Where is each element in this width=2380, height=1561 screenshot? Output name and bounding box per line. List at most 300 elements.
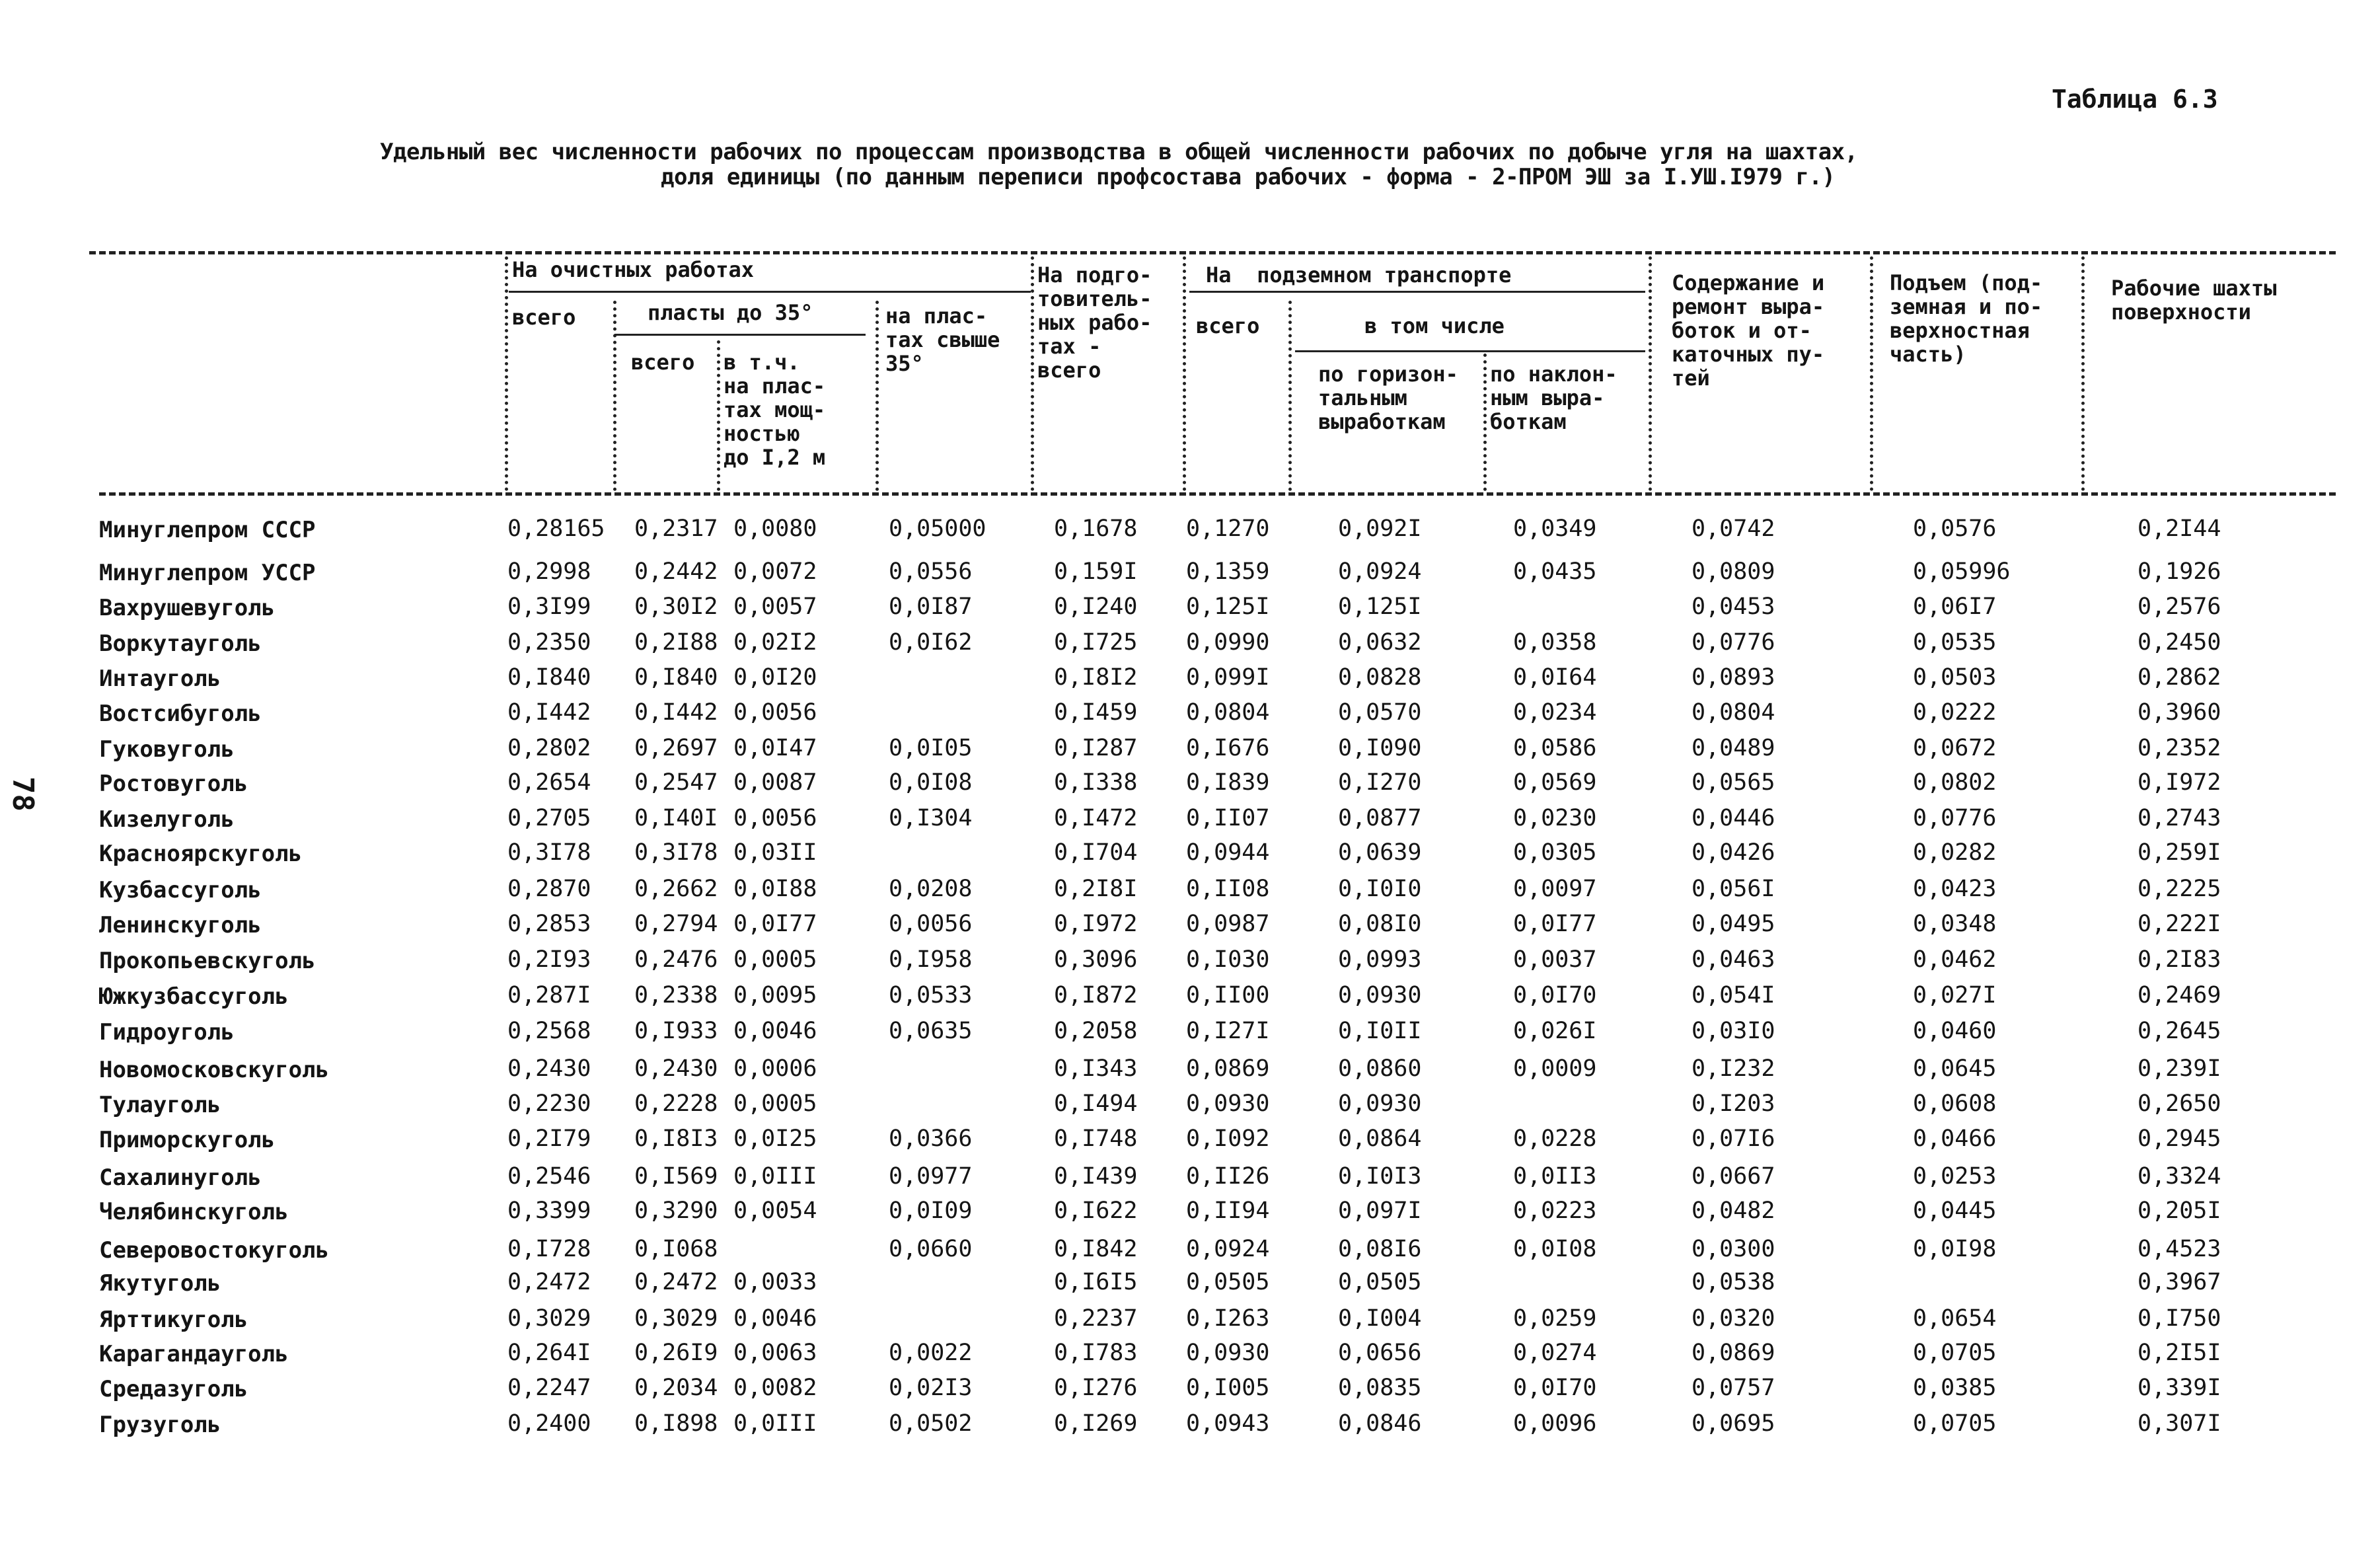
table-cell-c11: 0,2352 (2138, 735, 2221, 761)
table-cell-c7: 0,08I0 (1338, 911, 1422, 937)
table-cell-c6: 0,1270 (1186, 515, 1270, 542)
table-cell-c1: 0,2247 (507, 1375, 591, 1401)
table-cell-c7: 0,0930 (1338, 982, 1422, 1009)
table-cell-c2: 0,3029 (634, 1305, 718, 1332)
table-cell-c7: 0,0860 (1338, 1055, 1422, 1082)
header-horizontal: по горизон- тальным выработкам (1318, 362, 1458, 434)
table-cell-c3: 0,0I20 (733, 664, 817, 691)
table-cell-c11: 0,3960 (2138, 699, 2221, 726)
table-cell-c8: 0,0435 (1513, 558, 1597, 585)
table-cell-c8: 0,0I08 (1513, 1236, 1597, 1262)
table-cell-c11: 0,3967 (2138, 1269, 2221, 1295)
row-label: Воркутауголь (99, 630, 262, 657)
row-label: Красноярскуголь (99, 841, 303, 867)
table-cell-c1: 0,2705 (507, 805, 591, 831)
table-cell-c8: 0,0569 (1513, 769, 1597, 796)
row-label: Якутуголь (99, 1270, 221, 1297)
table-cell-c6: 0,099I (1186, 664, 1270, 691)
table-cell-c10: 0,0672 (1913, 735, 1997, 761)
table-cell-c6: 0,0944 (1186, 839, 1270, 866)
table-cell-c10: 0,05996 (1913, 558, 2011, 585)
table-cell-c5: 0,I704 (1054, 839, 1138, 866)
header-preparatory: На подго- товитель- ных рабо- тах - всего (1037, 262, 1152, 383)
header-transport-incl: в том числе (1364, 313, 1505, 338)
table-cell-c11: 0,1926 (2138, 558, 2221, 585)
table-cell-c1: 0,2568 (507, 1018, 591, 1044)
table-cell-c2: 0,2794 (634, 911, 718, 937)
table-cell-c2: 0,I569 (634, 1163, 718, 1190)
table-cell-c2: 0,2476 (634, 946, 718, 973)
table-cell-c5: 0,159I (1054, 558, 1138, 585)
table-cell-c11: 0,2576 (2138, 593, 2221, 620)
table-cell-c5: 0,I872 (1054, 982, 1138, 1009)
table-cell-c5: 0,I287 (1054, 735, 1138, 761)
table-cell-c7: 0,I0I0 (1338, 876, 1422, 902)
table-cell-c11: 0,2450 (2138, 629, 2221, 656)
table-cell-c4: 0,0056 (889, 911, 973, 937)
table-cell-c8: 0,0349 (1513, 515, 1597, 542)
row-label: Гуковуголь (99, 736, 235, 763)
table-cell-c5: 0,I972 (1054, 911, 1138, 937)
header-seams-to-35: пласты до 35° (648, 300, 813, 325)
table-cell-c1: 0,2853 (507, 911, 591, 937)
table-cell-c2: 0,I933 (634, 1018, 718, 1044)
table-cell-c5: 0,2I8I (1054, 876, 1138, 902)
row-label: Прокопьевскуголь (99, 948, 316, 974)
table-cell-c4: 0,0022 (889, 1340, 973, 1366)
table-cell-c10: 0,0348 (1913, 911, 1997, 937)
table-cell-c10: 0,0705 (1913, 1340, 1997, 1366)
table-cell-c3: 0,0080 (733, 515, 817, 542)
page-number: 78 (6, 777, 40, 812)
table-cell-c2: 0,2472 (634, 1269, 718, 1295)
table-cell-c5: 0,1678 (1054, 515, 1138, 542)
table-cell-c8: 0,0305 (1513, 839, 1597, 866)
table-cell-c8: 0,0037 (1513, 946, 1597, 973)
table-cell-c8: 0,0I77 (1513, 911, 1597, 937)
table-cell-c7: 0,I0I3 (1338, 1163, 1422, 1190)
table-cell-c3: 0,0I88 (733, 876, 817, 902)
table-cell-c10: 0,0705 (1913, 1410, 1997, 1437)
table-cell-c5: 0,I783 (1054, 1340, 1138, 1366)
header-maintenance: Содержание и ремонт выра- боток и от- каточных пу- тей (1672, 270, 1825, 391)
table-cell-c1: 0,3029 (507, 1305, 591, 1332)
table-cell-c7: 0,08I6 (1338, 1236, 1422, 1262)
table-cell-c1: 0,2I93 (507, 946, 591, 973)
table-cell-c6: 0,0990 (1186, 629, 1270, 656)
table-cell-c6: 0,I030 (1186, 946, 1270, 973)
row-label: Грузуголь (99, 1412, 221, 1438)
row-label: Ростовуголь (99, 771, 248, 797)
table-cell-c5: 0,I725 (1054, 629, 1138, 656)
table-cell-c3: 0,0054 (733, 1198, 817, 1224)
table-cell-c11: 0,307I (2138, 1410, 2221, 1437)
table-cell-c11: 0,I972 (2138, 769, 2221, 796)
table-cell-c1: 0,I442 (507, 699, 591, 726)
table-cell-c5: 0,I240 (1054, 593, 1138, 620)
table-cell-c11: 0,2650 (2138, 1090, 2221, 1117)
table-cell-c10: 0,0576 (1913, 515, 1997, 542)
sep-5 (1031, 256, 1034, 491)
table-cell-c7: 0,0877 (1338, 805, 1422, 831)
table-cell-c3: 0,0087 (733, 769, 817, 796)
table-cell-c11: 0,205I (2138, 1198, 2221, 1224)
table-cell-c1: 0,3I99 (507, 593, 591, 620)
table-cell-c9: 0,0742 (1692, 515, 1775, 542)
table-cell-c8: 0,0228 (1513, 1125, 1597, 1152)
row-label: Средазуголь (99, 1376, 248, 1402)
table-cell-c8: 0,0234 (1513, 699, 1597, 726)
row-label: Кузбассуголь (99, 877, 262, 903)
table-cell-c3: 0,0I25 (733, 1125, 817, 1152)
sep-4 (875, 301, 879, 491)
table-cell-c6: 0,II26 (1186, 1163, 1270, 1190)
table-cell-c6: 0,0924 (1186, 1236, 1270, 1262)
header-bottom-rule (99, 492, 2336, 496)
table-cell-c6: 0,I676 (1186, 735, 1270, 761)
table-cell-c11: 0,2I83 (2138, 946, 2221, 973)
table-cell-c4: 0,0208 (889, 876, 973, 902)
table-cell-c6: 0,II94 (1186, 1198, 1270, 1224)
table-cell-c7: 0,0924 (1338, 558, 1422, 585)
row-label: Минуглепром СССР (99, 517, 316, 543)
table-cell-c3: 0,0046 (733, 1018, 817, 1044)
table-cell-c7: 0,I090 (1338, 735, 1422, 761)
table-cell-c5: 0,I6I5 (1054, 1269, 1138, 1295)
table-cell-c11: 0,2743 (2138, 805, 2221, 831)
table-cell-c9: 0,054I (1692, 982, 1775, 1009)
table-cell-c11: 0,4523 (2138, 1236, 2221, 1262)
sep-6 (1183, 256, 1186, 491)
table-cell-c11: 0,2225 (2138, 876, 2221, 902)
table-cell-c7: 0,0930 (1338, 1090, 1422, 1117)
table-cell-c10: 0,0776 (1913, 805, 1997, 831)
table-cell-c6: 0,0869 (1186, 1055, 1270, 1082)
table-cell-c8: 0,0II3 (1513, 1163, 1597, 1190)
table-cell-c1: 0,2472 (507, 1269, 591, 1295)
table-cell-c4: 0,0I05 (889, 735, 973, 761)
table-cell-c6: 0,1359 (1186, 558, 1270, 585)
table-cell-c9: 0,0482 (1692, 1198, 1775, 1224)
table-cell-c5: 0,I748 (1054, 1125, 1138, 1152)
table-cell-c6: 0,II00 (1186, 982, 1270, 1009)
table-cell-c3: 0,0005 (733, 1090, 817, 1117)
table-cell-c8: 0,0586 (1513, 735, 1597, 761)
table-cell-c7: 0,0993 (1338, 946, 1422, 973)
table-cell-c7: 0,092I (1338, 515, 1422, 542)
table-cell-c10: 0,0222 (1913, 699, 1997, 726)
table-cell-c2: 0,I898 (634, 1410, 718, 1437)
table-cell-c2: 0,2338 (634, 982, 718, 1009)
table-cell-c2: 0,3290 (634, 1198, 718, 1224)
table-cell-c1: 0,3I78 (507, 839, 591, 866)
table-cell-c9: 0,0463 (1692, 946, 1775, 973)
row-label: Приморскуголь (99, 1127, 276, 1153)
header-cleaning-total: всего (512, 305, 576, 330)
row-label: Челябинскуголь (99, 1199, 289, 1225)
table-cell-c3: 0,0057 (733, 593, 817, 620)
row-label: Южкузбассуголь (99, 983, 289, 1010)
table-cell-c9: 0,0804 (1692, 699, 1775, 726)
table-cell-c4: 0,0I09 (889, 1198, 973, 1224)
table-cell-c2: 0,3I78 (634, 839, 718, 866)
table-cell-c9: 0,I203 (1692, 1090, 1775, 1117)
table-cell-c1: 0,2430 (507, 1055, 591, 1082)
table-cell-c10: 0,0282 (1913, 839, 1997, 866)
table-cell-c2: 0,2228 (634, 1090, 718, 1117)
header-transport-total: всего (1196, 313, 1260, 338)
table-cell-c8: 0,0259 (1513, 1305, 1597, 1332)
table-cell-c9: 0,07I6 (1692, 1125, 1775, 1152)
table-cell-c8: 0,0096 (1513, 1410, 1597, 1437)
table-cell-c4: 0,0I08 (889, 769, 973, 796)
table-cell-c10: 0,0466 (1913, 1125, 1997, 1152)
table-cell-c4: 0,0I87 (889, 593, 973, 620)
table-cell-c3: 0,0056 (733, 699, 817, 726)
table-cell-c10: 0,0608 (1913, 1090, 1997, 1117)
table-cell-c4: 0,02I3 (889, 1375, 973, 1401)
row-label: Тулауголь (99, 1092, 221, 1118)
sep-7 (1288, 301, 1292, 491)
table-cell-c8: 0,0274 (1513, 1340, 1597, 1366)
table-cell-c2: 0,30I2 (634, 593, 718, 620)
sep-10 (1870, 256, 1873, 491)
table-cell-c3: 0,0III (733, 1410, 817, 1437)
table-cell-c5: 0,2237 (1054, 1305, 1138, 1332)
table-cell-c3: 0,0I47 (733, 735, 817, 761)
header-surface: Рабочие шахты поверхности (2111, 276, 2277, 324)
table-cell-c10: 0,0I98 (1913, 1236, 1997, 1262)
table-cell-c10: 0,0253 (1913, 1163, 1997, 1190)
table-cell-c11: 0,2469 (2138, 982, 2221, 1009)
table-cell-c7: 0,0864 (1338, 1125, 1422, 1152)
table-cell-c9: 0,0489 (1692, 735, 1775, 761)
table-cell-c1: 0,2230 (507, 1090, 591, 1117)
table-cell-c2: 0,2430 (634, 1055, 718, 1082)
table-cell-c7: 0,0570 (1338, 699, 1422, 726)
table-cell-c11: 0,2645 (2138, 1018, 2221, 1044)
table-cell-c4: 0,I958 (889, 946, 973, 973)
table-cell-c7: 0,I004 (1338, 1305, 1422, 1332)
row-label: Минуглепром УССР (99, 560, 316, 586)
table-cell-c3: 0,0006 (733, 1055, 817, 1082)
sep-1 (505, 256, 508, 491)
table-cell-c5: 0,I459 (1054, 699, 1138, 726)
table-cell-c3: 0,0005 (733, 946, 817, 973)
table-cell-c10: 0,0462 (1913, 946, 1997, 973)
table-cell-c11: 0,239I (2138, 1055, 2221, 1082)
table-cell-c8: 0,0009 (1513, 1055, 1597, 1082)
table-cell-c7: 0,0505 (1338, 1269, 1422, 1295)
table-cell-c7: 0,0835 (1338, 1375, 1422, 1401)
table-cell-c10: 0,0503 (1913, 664, 1997, 691)
table-cell-c2: 0,26I9 (634, 1340, 718, 1366)
table-cell-c1: 0,2546 (507, 1163, 591, 1190)
table-cell-c10: 0,0654 (1913, 1305, 1997, 1332)
row-label: Ленинскуголь (99, 912, 262, 938)
table-cell-c9: 0,0300 (1692, 1236, 1775, 1262)
table-cell-c2: 0,I8I3 (634, 1125, 718, 1152)
table-cell-c6: 0,I27I (1186, 1018, 1270, 1044)
table-title-line-1: Удельный вес численности рабочих по процессам производства в общей численности рабочих по добыче угля на шахтах, (380, 139, 1858, 165)
table-cell-c3: 0,03II (733, 839, 817, 866)
table-cell-c9: 0,03I0 (1692, 1018, 1775, 1044)
table-cell-c2: 0,2034 (634, 1375, 718, 1401)
table-cell-c4: 0,I304 (889, 805, 973, 831)
table-cell-c7: 0,097I (1338, 1198, 1422, 1224)
table-cell-c1: 0,264I (507, 1340, 591, 1366)
table-cell-c8: 0,0223 (1513, 1198, 1597, 1224)
header-inclined: по наклон- ным выра- боткам (1490, 362, 1618, 434)
table-cell-c9: 0,0426 (1692, 839, 1775, 866)
row-label: Гидроуголь (99, 1019, 235, 1046)
table-cell-c1: 0,28165 (507, 515, 605, 542)
table-cell-c1: 0,2I79 (507, 1125, 591, 1152)
table-cell-c9: 0,0893 (1692, 664, 1775, 691)
table-cell-c4: 0,0366 (889, 1125, 973, 1152)
table-cell-c9: 0,0809 (1692, 558, 1775, 585)
table-cell-c5: 0,I842 (1054, 1236, 1138, 1262)
row-label: Востсибуголь (99, 701, 262, 727)
table-cell-c2: 0,2442 (634, 558, 718, 585)
sep-9 (1649, 256, 1652, 491)
table-cell-c1: 0,2400 (507, 1410, 591, 1437)
table-cell-c11: 0,2862 (2138, 664, 2221, 691)
table-title-line-2: доля единицы (по данным переписи профсостава рабочих - форма - 2-ПРОМ ЭШ за I.УШ.I979 г.) (661, 164, 1836, 190)
table-cell-c8: 0,0I70 (1513, 982, 1597, 1009)
table-cell-c6: 0,0943 (1186, 1410, 1270, 1437)
row-label: Кизелуголь (99, 806, 235, 833)
table-cell-c7: 0,I270 (1338, 769, 1422, 796)
table-cell-c3: 0,0056 (733, 805, 817, 831)
table-cell-c1: 0,2350 (507, 629, 591, 656)
table-cell-c8: 0,0I64 (1513, 664, 1597, 691)
table-cell-c7: 0,125I (1338, 593, 1422, 620)
table-cell-c1: 0,3399 (507, 1198, 591, 1224)
table-cell-c10: 0,027I (1913, 982, 1997, 1009)
table-cell-c6: 0,0930 (1186, 1340, 1270, 1366)
table-cell-c6: 0,125I (1186, 593, 1270, 620)
table-cell-c9: 0,0869 (1692, 1340, 1775, 1366)
table-cell-c6: 0,0804 (1186, 699, 1270, 726)
table-cell-c1: 0,2998 (507, 558, 591, 585)
table-cell-c2: 0,I442 (634, 699, 718, 726)
table-cell-c7: 0,0656 (1338, 1340, 1422, 1366)
table-cell-c1: 0,2870 (507, 876, 591, 902)
table-cell-c9: 0,I232 (1692, 1055, 1775, 1082)
table-cell-c1: 0,2802 (507, 735, 591, 761)
table-cell-c8: 0,0I70 (1513, 1375, 1597, 1401)
header-seams-total: всего (631, 350, 695, 375)
table-cell-c3: 0,0I77 (733, 911, 817, 937)
table-cell-c9: 0,0538 (1692, 1269, 1775, 1295)
table-cell-c2: 0,I840 (634, 664, 718, 691)
rule-transport (1189, 291, 1645, 293)
sep-2 (613, 301, 616, 491)
table-cell-c3: 0,0063 (733, 1340, 817, 1366)
table-cell-c2: 0,2317 (634, 515, 718, 542)
sep-3 (717, 340, 720, 491)
table-cell-c10: 0,06I7 (1913, 593, 1997, 620)
table-cell-c6: 0,II07 (1186, 805, 1270, 831)
table-cell-c10: 0,0445 (1913, 1198, 1997, 1224)
table-cell-c2: 0,2547 (634, 769, 718, 796)
row-label: Сахалинуголь (99, 1164, 262, 1191)
table-cell-c11: 0,2I5I (2138, 1340, 2221, 1366)
table-cell-c5: 0,I439 (1054, 1163, 1138, 1190)
table-cell-c3: 0,0033 (733, 1269, 817, 1295)
table-cell-c1: 0,287I (507, 982, 591, 1009)
table-cell-c9: 0,0495 (1692, 911, 1775, 937)
table-cell-c8: 0,026I (1513, 1018, 1597, 1044)
header-top-rule (89, 251, 2336, 254)
table-cell-c5: 0,I269 (1054, 1410, 1138, 1437)
table-cell-c4: 0,0660 (889, 1236, 973, 1262)
table-cell-c10: 0,0423 (1913, 876, 1997, 902)
table-cell-c6: 0,I092 (1186, 1125, 1270, 1152)
table-cell-c1: 0,I728 (507, 1236, 591, 1262)
table-cell-c10: 0,0802 (1913, 769, 1997, 796)
row-label: Карагандауголь (99, 1341, 289, 1367)
table-cell-c3: 0,0095 (733, 982, 817, 1009)
table-cell-c7: 0,0828 (1338, 664, 1422, 691)
table-cell-c4: 0,05000 (889, 515, 986, 542)
table-cell-c11: 0,222I (2138, 911, 2221, 937)
table-cell-c2: 0,I068 (634, 1236, 718, 1262)
header-cleaning: На очистных работах (512, 257, 755, 282)
table-cell-c6: 0,0505 (1186, 1269, 1270, 1295)
table-cell-c8: 0,0358 (1513, 629, 1597, 656)
table-cell-c10: 0,0535 (1913, 629, 1997, 656)
table-cell-c9: 0,0776 (1692, 629, 1775, 656)
sep-8 (1483, 354, 1487, 491)
rule-transport-incl (1295, 350, 1645, 352)
rule-cleaning (509, 291, 1031, 293)
table-cell-c9: 0,0446 (1692, 805, 1775, 831)
table-cell-c5: 0,3096 (1054, 946, 1138, 973)
table-cell-c4: 0,0502 (889, 1410, 973, 1437)
header-thin-seams: в т.ч. на плас- тах мощ- ностью до I,2 м (724, 350, 826, 470)
table-cell-c9: 0,056I (1692, 876, 1775, 902)
table-cell-c5: 0,I338 (1054, 769, 1138, 796)
row-label: Ярттикуголь (99, 1307, 248, 1333)
table-cell-c4: 0,0977 (889, 1163, 973, 1190)
table-cell-c11: 0,2945 (2138, 1125, 2221, 1152)
table-number: Таблица 6.3 (2052, 85, 2218, 114)
row-label: Вахрушевуголь (99, 595, 276, 621)
table-cell-c10: 0,0385 (1913, 1375, 1997, 1401)
table-cell-c4: 0,0I62 (889, 629, 973, 656)
row-label: Новомосковскуголь (99, 1057, 329, 1083)
table-cell-c10: 0,0460 (1913, 1018, 1997, 1044)
table-cell-c7: 0,0639 (1338, 839, 1422, 866)
table-cell-c5: 0,2058 (1054, 1018, 1138, 1044)
table-cell-c8: 0,0097 (1513, 876, 1597, 902)
table-cell-c3: 0,0III (733, 1163, 817, 1190)
table-cell-c6: 0,II08 (1186, 876, 1270, 902)
header-transport: На подземном транспорте (1206, 262, 1512, 287)
rule-seams-to-35 (614, 334, 866, 336)
row-label: Интауголь (99, 666, 221, 692)
table-cell-c1: 0,I840 (507, 664, 591, 691)
table-cell-c3: 0,0082 (733, 1375, 817, 1401)
row-label: Северовостокуголь (99, 1237, 329, 1264)
table-cell-c5: 0,I622 (1054, 1198, 1138, 1224)
table-cell-c11: 0,339I (2138, 1375, 2221, 1401)
table-cell-c5: 0,I343 (1054, 1055, 1138, 1082)
table-cell-c9: 0,0695 (1692, 1410, 1775, 1437)
table-cell-c3: 0,0072 (733, 558, 817, 585)
